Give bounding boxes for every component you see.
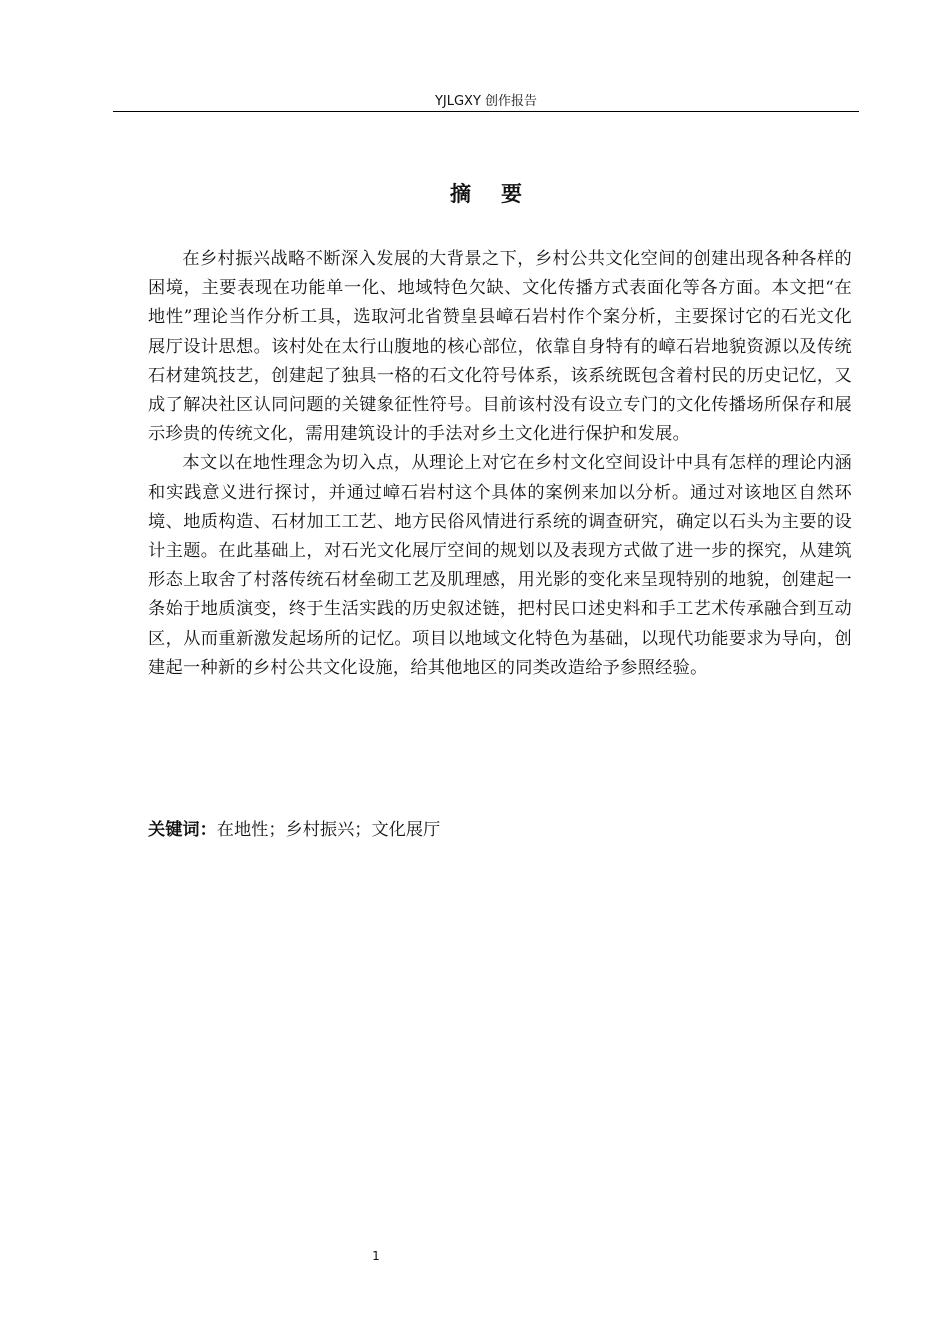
running-header: YJLGXY 创作报告 (434, 94, 538, 109)
abstract-paragraph-2: 本文以在地性理念为切入点，从理论上对它在乡村文化空间设计中具有怎样的理论内涵和实践意义进行探讨，并通过嶂石岩村这个具体的案例来加以分析。通过对该地区自然环境、地质构造、石材加工工艺、地方民俗风情进行系统的调查研究，确定以石头为主要的设计主题。在此基础上，对石光文化展厅空间的规划以及表现方式做了进一步的探究，从建筑形态上取舍了村落传统石材垒砌工艺及肌理感，用光影的变化来呈现特别的地貌，创建起一条始于地质演变，终于生活实践的历史叙述链，把村民口述史料和手工艺术传承融合到互动区，从而重新激发起场所的记忆。项目以地域文化特色为基础，以现代功能要求为导向，创建起一种新的乡村公共文化设施，给其他地区的同类改造给予参照经验。 (148, 453, 852, 678)
header-divider (113, 111, 859, 112)
page-number: 1 (372, 1249, 380, 1263)
abstract-paragraph-1: 在乡村振兴战略不断深入发展的大背景之下，乡村公共文化空间的创建出现各种各样的困境，主要表现在功能单一化、地域特色欠缺、文化传播方式表面化等各方面。本文把“在地性”理论当作分析工具，选取河北省赞皇县嶂石岩村作个案分析，主要探讨它的石光文化展厅设计思想。该村处在太行山腹地的核心部位，依靠自身特有的嶂石岩地貌资源以及传统石材建筑技艺，创建起了独具一格的石文化符号体系，该系统既包含着村民的历史记忆，又成了解决社区认同问题的关键象征性符号。目前该村没有设立专门的文化传播场所保存和展示珍贵的传统文化，需用建筑设计的手法对乡土文化进行保护和发展。 (148, 249, 852, 445)
keywords-line (148, 816, 852, 845)
abstract-title: 摘要 (450, 182, 552, 206)
abstract-body (148, 245, 852, 683)
keywords-text: 在地性；乡村振兴；文化展厅 (216, 820, 441, 840)
keywords-label: 关键词： (148, 820, 217, 840)
